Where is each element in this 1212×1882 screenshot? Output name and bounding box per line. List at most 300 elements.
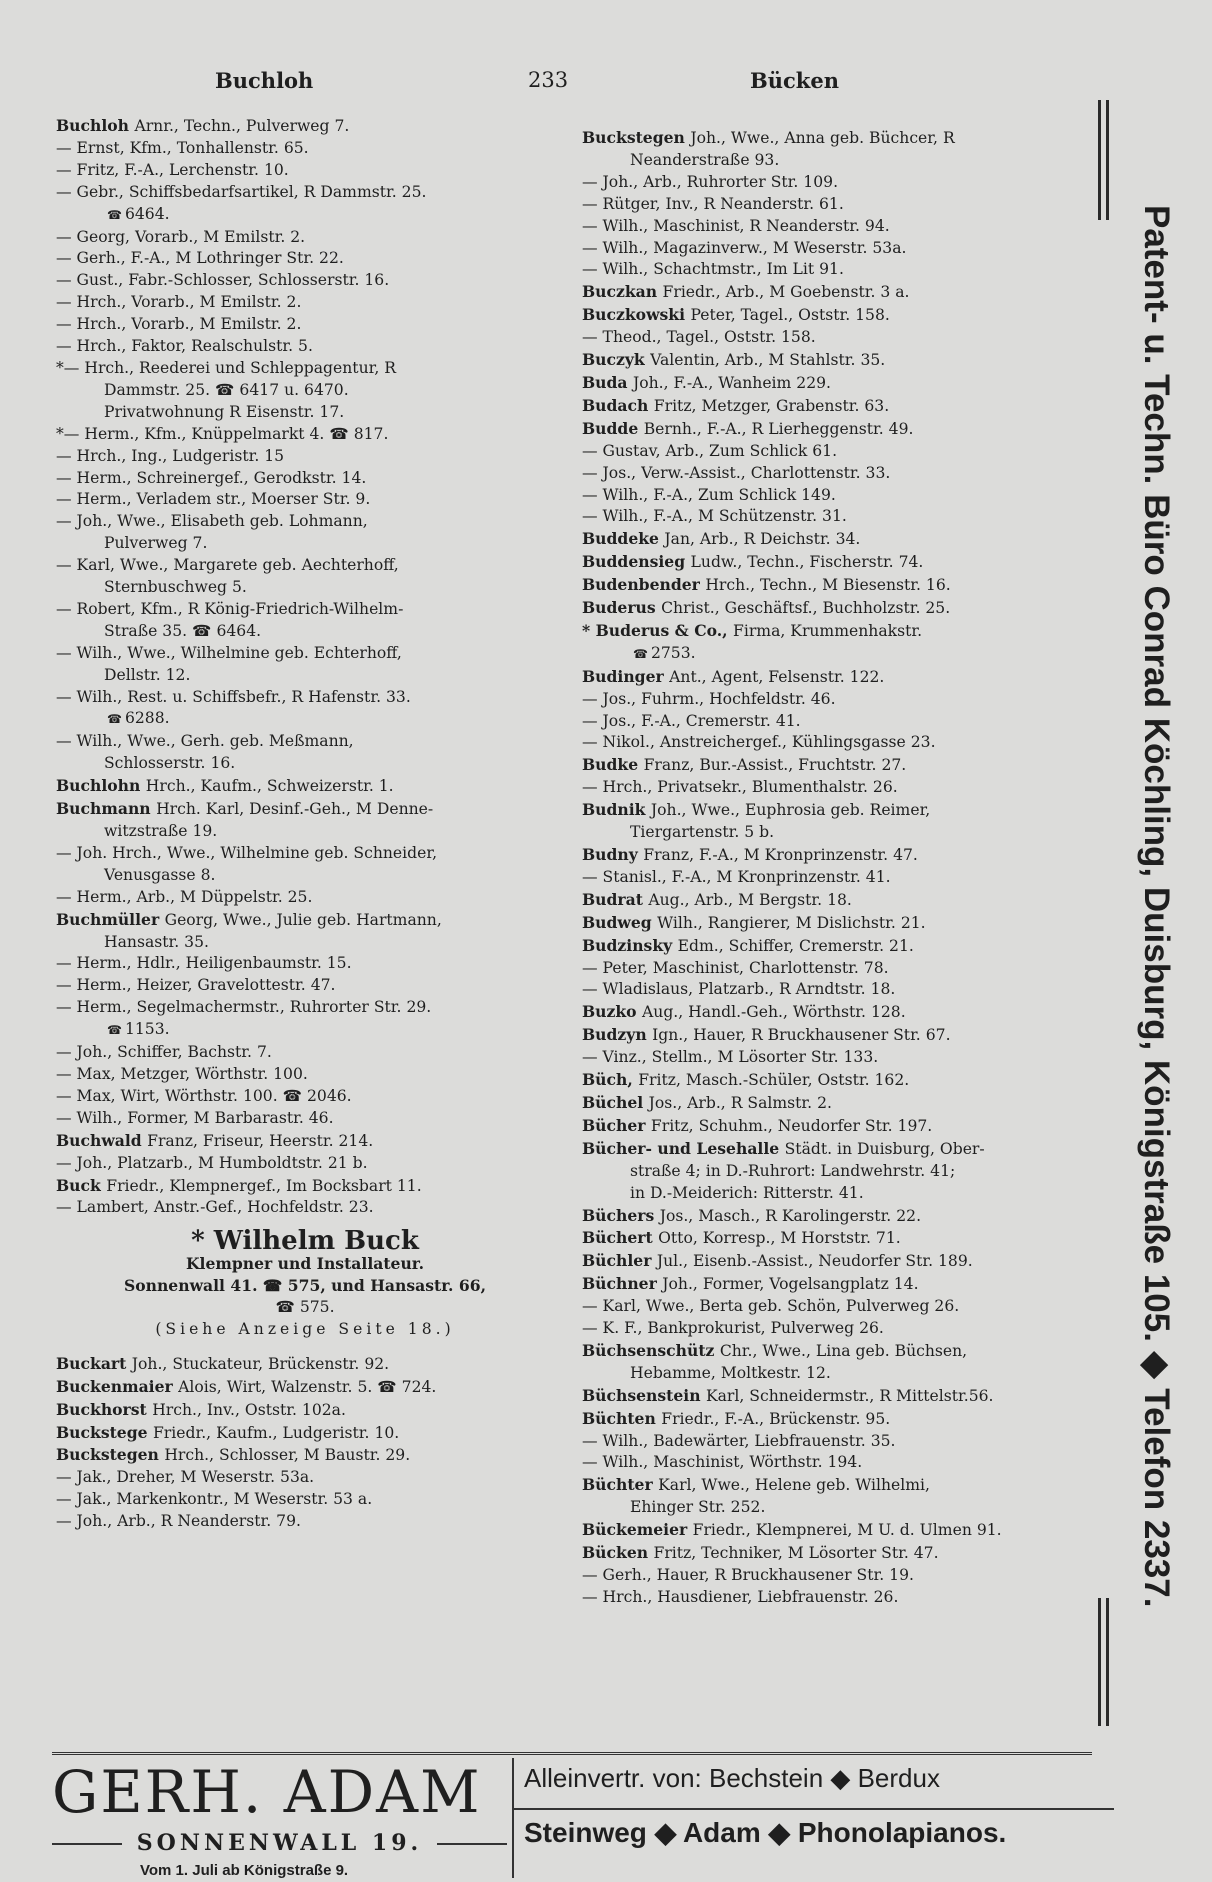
entry-surname: Büchsenschütz	[582, 1340, 720, 1360]
entry-surname: Buckstege	[56, 1422, 153, 1442]
directory-entry	[582, 1385, 1074, 1408]
entry-text: — Georg, Vorarb., M Emilstr. 2.	[56, 227, 306, 246]
directory-entry	[582, 799, 1074, 822]
entry-text: Arnr., Techn., Pulverweg 7.	[134, 117, 350, 135]
directory-entry	[582, 666, 1074, 689]
directory-entry	[582, 327, 1074, 349]
entry-surname: Buczkowski	[582, 305, 691, 325]
entry-surname: Budde	[582, 418, 644, 438]
entry-text: — Jos., Verw.-Assist., Charlottenstr. 33.	[582, 463, 891, 482]
entry-text: Hebamme, Moltkestr. 12.	[630, 1363, 831, 1382]
directory-entry	[56, 1086, 554, 1108]
directory-entry	[582, 822, 1074, 844]
entry-text: Friedr., Kaufm., Ludgeristr. 10.	[152, 1423, 400, 1442]
bottom-ad	[52, 1758, 1092, 1878]
entry-surname: Buckenmaier	[56, 1376, 179, 1396]
entry-surname: * Buderus & Co.,	[582, 620, 734, 640]
directory-entry	[582, 1452, 1074, 1474]
directory-entry	[582, 1340, 1074, 1363]
entry-text: — Wilh., Wwe., Gerh. geb. Meßmann,	[56, 732, 354, 751]
directory-entry	[582, 1587, 1074, 1609]
directory-entry	[582, 1474, 1074, 1497]
directory-entry	[582, 506, 1074, 528]
entry-text: — Joh., Arb., Ruhrorter Str. 109.	[582, 172, 839, 191]
directory-entry	[582, 620, 1074, 643]
directory-entry	[56, 424, 554, 446]
entry-text: Städt. in Duisburg, Ober-	[784, 1139, 985, 1158]
directory-entry	[56, 577, 554, 599]
directory-entry	[56, 753, 554, 775]
entry-text: Edm., Schiffer, Cremerstr. 21.	[677, 936, 914, 955]
entry-text: — Wilh., Badewärter, Liebfrauenstr. 35.	[582, 1431, 896, 1450]
directory-entry	[56, 1353, 554, 1376]
entry-text: Hrch., Schlosser, M Baustr. 29.	[164, 1446, 411, 1465]
entry-surname: Buchloh	[56, 116, 135, 135]
directory-entry	[56, 204, 554, 227]
directory-entry	[56, 1064, 554, 1086]
entry-text: Jan, Arb., R Deichstr. 34.	[664, 530, 861, 549]
side-banner	[1116, 205, 1176, 1608]
entry-text: — Gebr., Schiffsbedarfsartikel, R Dammstr. 25.	[56, 182, 427, 201]
directory-entry	[582, 732, 1074, 754]
directory-entry	[582, 1431, 1074, 1453]
entry-text: Bernh., F.-A., R Lierheggenstr. 49.	[643, 419, 914, 438]
header-left: Buchloh	[215, 68, 314, 93]
directory-entry	[56, 1489, 554, 1511]
directory-entry	[582, 643, 1074, 666]
directory-entry	[56, 1399, 554, 1422]
entry-surname: Budenbender	[582, 575, 706, 595]
ad-divider	[52, 1752, 1092, 1755]
entry-text: — Joh. Hrch., Wwe., Wilhelmine geb. Schneider,	[56, 843, 438, 862]
entry-text: Ant., Agent, Felsenstr. 122.	[669, 667, 885, 686]
entry-text: in D.-Meiderich: Ritterstr. 41.	[630, 1183, 864, 1202]
entry-surname: Buchlohn	[56, 776, 146, 796]
entry-text: — Hrch., Vorarb., M Emilstr. 2.	[56, 315, 302, 334]
directory-entry	[582, 1115, 1074, 1138]
directory-entry	[56, 160, 554, 182]
directory-entry	[582, 1408, 1074, 1431]
entry-text: — Wilh., Former, M Barbarastr. 46.	[56, 1108, 334, 1127]
directory-entry	[56, 599, 554, 621]
entry-surname: Büchner	[582, 1274, 663, 1294]
directory-entry	[582, 867, 1074, 889]
entry-surname: Buchmann	[56, 799, 157, 819]
entry-text: 1153.	[124, 1020, 170, 1039]
directory-entry	[582, 150, 1074, 172]
entry-text: Chr., Wwe., Lina geb. Büchsen,	[719, 1341, 968, 1360]
entry-surname: Budach	[582, 395, 654, 415]
directory-entry	[56, 1130, 554, 1153]
directory-entry	[56, 865, 554, 887]
side-banner-text: Patent- u. Techn. Büro Conrad Köchling, Duisburg, Königstraße 105. ◆ Telefon 2337.	[1137, 205, 1176, 1608]
directory-entry	[56, 182, 554, 204]
entry-text: Joh., Wwe., Euphrosia geb. Reimer,	[650, 801, 931, 820]
entry-text: — Jak., Markenkontr., M Weserstr. 53 a.	[56, 1490, 373, 1509]
directory-entry	[56, 1042, 554, 1064]
directory-entry	[56, 975, 554, 997]
entry-text: Privatwohnung R Eisenstr. 17.	[104, 402, 345, 421]
entry-surname: Budzyn	[582, 1025, 653, 1045]
entry-text: Joh., Wwe., Anna geb. Büchcer, R	[690, 129, 955, 147]
directory-entry	[582, 777, 1074, 799]
entry-text: Straße 35. ☎ 6464.	[104, 621, 262, 640]
entry-text: Pulverweg 7.	[104, 534, 208, 553]
entry-text: Venusgasse 8.	[104, 865, 216, 884]
entry-text: witzstraße 19.	[104, 822, 218, 840]
entry-text: — Wilh., Maschinist, R Neanderstr. 94.	[582, 216, 890, 235]
entry-text: — Hrch., Ing., Ludgeristr. 15	[56, 446, 285, 465]
entry-surname: Büch,	[582, 1070, 639, 1090]
directory-entry	[582, 1296, 1074, 1318]
entry-text: — Herm., Verladem str., Moerser Str. 9.	[56, 490, 371, 509]
directory-entry	[56, 138, 554, 160]
side-rule-top-2	[1106, 100, 1109, 220]
buck-ad-line3: ☎ 575.	[275, 1298, 335, 1317]
entry-text: Alois, Wirt, Walzenstr. 5. ☎ 724.	[178, 1377, 437, 1396]
directory-entry	[56, 314, 554, 336]
entry-text: Ign., Hauer, R Bruckhausener Str. 67.	[652, 1026, 951, 1045]
entry-text: Fritz, Masch.-Schüler, Oststr. 162.	[638, 1071, 910, 1090]
buck-ad-line2: Sonnenwall 41. ☎ 575, und Hansastr. 66,	[123, 1276, 487, 1296]
entry-surname: Bücher- und Lesehalle	[582, 1138, 785, 1158]
entry-text: — Wilh., Rest. u. Schiffsbefr., R Hafenstr. 33.	[56, 687, 411, 706]
entry-text: — Robert, Kfm., R König-Friedrich-Wilhelm-	[56, 599, 404, 618]
entry-text: Tiergartenstr. 5 b.	[630, 823, 775, 842]
entry-surname: Büchter	[582, 1475, 659, 1495]
buck-ad-line4: (Siehe Anzeige Seite 18.)	[155, 1319, 455, 1338]
entry-text: Aug., Arb., M Bergstr. 18.	[648, 890, 852, 909]
directory-entry	[582, 1273, 1074, 1296]
directory-entry	[56, 489, 554, 511]
entry-text: — Wilh., F.-A., Zum Schlick 149.	[582, 485, 836, 504]
entry-surname: Buddeke	[582, 529, 665, 549]
entry-text: Sternbuschweg 5.	[104, 578, 247, 597]
entry-text: — Gerh., Hauer, R Bruckhausener Str. 19.	[582, 1566, 914, 1584]
entry-text: — Gust., Fabr.-Schlosser, Schlosserstr. 16.	[56, 271, 390, 290]
entry-text: Schlosserstr. 16.	[104, 754, 236, 773]
directory-entry	[582, 1001, 1074, 1024]
entry-text: Otto, Korresp., M Horststr. 71.	[658, 1229, 901, 1248]
directory-entry	[56, 402, 554, 424]
entry-surname: Budke	[582, 755, 644, 775]
left-column	[56, 115, 554, 1533]
entry-text: Franz, Bur.-Assist., Fruchtstr. 27.	[643, 756, 907, 775]
entry-text: — Lambert, Anstr.-Gef., Hochfeldstr. 23.	[56, 1198, 374, 1217]
directory-entry	[56, 115, 554, 138]
directory-entry	[56, 1175, 554, 1198]
entry-text: Aug., Handl.-Geh., Wörthstr. 128.	[642, 1003, 906, 1022]
entry-text: — Karl, Wwe., Berta geb. Schön, Pulverweg 26.	[582, 1297, 960, 1316]
directory-entry	[56, 380, 554, 402]
directory-entry	[582, 194, 1074, 216]
directory-entry	[582, 935, 1074, 958]
entry-text: Joh., Stuckateur, Brückenstr. 92.	[131, 1354, 390, 1373]
entry-text: Friedr., Arb., M Goebenstr. 3 a.	[662, 283, 910, 302]
directory-entry	[56, 909, 554, 932]
directory-entry	[582, 441, 1074, 463]
entry-text: Friedr., F.-A., Brückenstr. 95.	[661, 1409, 891, 1428]
entry-text: Karl, Wwe., Helene geb. Wilhelmi,	[658, 1476, 930, 1495]
entry-surname: Büchten	[582, 1408, 662, 1428]
entry-text: — Hrch., Faktor, Realschulstr. 5.	[56, 337, 313, 356]
entry-text: Hrch., Techn., M Biesenstr. 16.	[705, 576, 951, 595]
directory-entry	[582, 1069, 1074, 1092]
entry-text: *— Herm., Kfm., Knüppelmarkt 4. ☎ 817.	[56, 424, 389, 443]
entry-surname: Bückemeier	[582, 1520, 693, 1540]
directory-entry	[582, 711, 1074, 733]
directory-entry	[582, 912, 1074, 935]
directory-entry	[56, 731, 554, 753]
directory-entry	[582, 485, 1074, 507]
entry-surname: Budnik	[582, 800, 651, 820]
directory-entry	[582, 172, 1074, 194]
spacer	[56, 1341, 554, 1353]
telephone-icon: ☎	[107, 1023, 122, 1038]
entry-text: — Rütger, Inv., R Neanderstr. 61.	[582, 194, 844, 213]
entry-text: — Herm., Heizer, Gravelottestr. 47.	[56, 976, 336, 995]
entry-text: Fritz, Metzger, Grabenstr. 63.	[653, 396, 890, 415]
entry-text: 2753.	[650, 643, 696, 662]
directory-entry	[582, 1205, 1074, 1228]
entry-text: — Fritz, F.-A., Lerchenstr. 10.	[56, 160, 289, 179]
directory-entry	[56, 468, 554, 490]
directory-entry	[582, 349, 1074, 372]
entry-surname: Buchwald	[56, 1130, 148, 1150]
directory-entry	[56, 708, 554, 731]
directory-entry	[56, 270, 554, 292]
entry-surname: Bücher	[582, 1115, 651, 1135]
directory-entry	[582, 958, 1074, 980]
entry-surname: Buddensieg	[582, 552, 691, 572]
entry-text: — Ernst, Kfm., Tonhallenstr. 65.	[56, 138, 309, 157]
directory-entry	[582, 1161, 1074, 1183]
directory-entry	[56, 1444, 554, 1467]
entry-text: — Jak., Dreher, M Weserstr. 53a.	[56, 1468, 315, 1487]
entry-text: Christ., Geschäftsf., Buchholzstr. 25.	[661, 599, 951, 618]
entry-surname: Budinger	[582, 666, 670, 686]
ad-company-name: GERH. ADAM	[52, 1758, 482, 1826]
directory-entry	[582, 1183, 1074, 1205]
entry-text: Jos., Masch., R Karolingerstr. 22.	[659, 1206, 922, 1225]
ad-right-divider	[514, 1808, 1114, 1810]
directory-entry	[582, 418, 1074, 441]
entry-surname: Budzinsky	[582, 935, 678, 955]
entry-text: — Max, Wirt, Wörthstr. 100. ☎ 2046.	[56, 1086, 352, 1105]
entry-text: — Max, Metzger, Wörthstr. 100.	[56, 1064, 308, 1083]
entry-surname: Buczyk	[582, 350, 651, 370]
entry-text: Hrch., Inv., Oststr. 102a.	[152, 1400, 346, 1419]
directory-entry	[582, 528, 1074, 551]
directory-entry	[56, 643, 554, 665]
entry-text: Valentin, Arb., M Stahlstr. 35.	[650, 351, 886, 370]
entry-text: Franz, Friseur, Heerstr. 214.	[147, 1131, 374, 1150]
entry-surname: Büchler	[582, 1251, 657, 1271]
directory-entry	[582, 304, 1074, 327]
telephone-icon: ☎	[107, 207, 122, 222]
directory-entry	[56, 798, 554, 821]
directory-entry	[56, 887, 554, 909]
directory-entry	[56, 997, 554, 1019]
directory-entry	[56, 1153, 554, 1175]
entry-surname: Büchel	[582, 1092, 649, 1112]
entry-text: — Herm., Segelmachermstr., Ruhrorter Str. 29.	[56, 998, 432, 1017]
directory-entry	[582, 1542, 1074, 1565]
directory-entry	[56, 1511, 554, 1533]
directory-entry	[582, 574, 1074, 597]
entry-text: — Peter, Maschinist, Charlottenstr. 78.	[582, 958, 889, 977]
entry-text: — Joh., Arb., R Neanderstr. 79.	[56, 1512, 301, 1531]
directory-entry	[582, 1227, 1074, 1250]
entry-text: Hrch. Karl, Desinf.-Geh., M Denne-	[156, 800, 434, 819]
entry-text: — Wilh., Maschinist, Wörthstr. 194.	[582, 1453, 863, 1472]
directory-entry	[582, 1497, 1074, 1519]
directory-entry	[56, 1376, 554, 1399]
directory-entry	[582, 259, 1074, 281]
entry-text: — Hrch., Privatsekr., Blumenthalstr. 26.	[582, 778, 898, 797]
entry-text: — Jos., Fuhrm., Hochfeldstr. 46.	[582, 689, 836, 708]
entry-text: — Joh., Schiffer, Bachstr. 7.	[56, 1043, 272, 1062]
entry-text: Joh., Former, Vogelsangplatz 14.	[662, 1275, 919, 1294]
directory-entry	[56, 511, 554, 533]
directory-entry	[582, 1363, 1074, 1385]
directory-entry	[582, 1092, 1074, 1115]
directory-entry	[582, 979, 1074, 1001]
buck-ad-title: * Wilhelm Buck	[191, 1226, 419, 1257]
directory-entry	[56, 843, 554, 865]
directory-entry	[582, 597, 1074, 620]
entry-surname: Budrat	[582, 889, 649, 909]
directory-entry	[56, 1422, 554, 1445]
directory-entry	[56, 1108, 554, 1130]
entry-surname: Büchert	[582, 1228, 659, 1248]
directory-entry	[56, 227, 554, 249]
entry-text: — Hrch., Hausdiener, Liebfrauenstr. 26.	[582, 1587, 899, 1606]
entry-text: — Wilh., F.-A., M Schützenstr. 31.	[582, 507, 847, 526]
entry-surname: Buckart	[56, 1353, 132, 1373]
entry-surname: Buck	[56, 1175, 107, 1195]
side-rule-top	[1098, 100, 1101, 220]
entry-text: — Stanisl., F.-A., M Kronprinzenstr. 41.	[582, 867, 891, 886]
directory-entry	[582, 463, 1074, 485]
directory-entry	[582, 754, 1074, 777]
entry-text: — Herm., Schreinergef., Gerodkstr. 14.	[56, 468, 367, 487]
directory-entry	[582, 216, 1074, 238]
directory-entry	[56, 1197, 554, 1219]
ad-right-box	[512, 1758, 1114, 1878]
directory-entry	[56, 248, 554, 270]
entry-surname: Buderus	[582, 598, 662, 618]
entry-text: Hrch., Kaufm., Schweizerstr. 1.	[145, 777, 394, 796]
entry-surname: Buchmüller	[56, 909, 165, 929]
entry-text: — Gerh., F.-A., M Lothringer Str. 22.	[56, 249, 344, 268]
entry-surname: Budny	[582, 845, 644, 864]
directory-entry	[56, 621, 554, 643]
entry-surname: Bücken	[582, 1543, 654, 1563]
entry-text: — Theod., Tagel., Oststr. 158.	[582, 328, 816, 347]
entry-text: Friedr., Klempnergef., Im Bocksbart 11.	[106, 1176, 422, 1195]
directory-entry	[56, 687, 554, 709]
entry-text: Dellstr. 12.	[104, 665, 191, 684]
directory-entry	[582, 1024, 1074, 1047]
entry-surname: Büchsenstein	[582, 1385, 706, 1405]
directory-entry	[582, 238, 1074, 260]
directory-entry	[582, 889, 1074, 912]
entry-text: Jos., Arb., R Salmstr. 2.	[648, 1093, 832, 1112]
entry-surname: Buczkan	[582, 282, 663, 302]
entry-text: Neanderstraße 93.	[630, 150, 780, 169]
entry-text: — Karl, Wwe., Margarete geb. Aechterhoff,	[56, 556, 399, 575]
directory-entry	[56, 555, 554, 577]
ad-right-line2: Steinweg ◆ Adam ◆ Phonolapianos.	[524, 1817, 1007, 1848]
directory-entry	[582, 372, 1074, 395]
entry-text: Ehinger Str. 252.	[630, 1498, 766, 1517]
entry-text: Franz, F.-A., M Kronprinzenstr. 47.	[643, 846, 918, 864]
entry-text: Wilh., Rangierer, M Dislichstr. 21.	[657, 913, 926, 932]
directory-entry	[56, 292, 554, 314]
entry-text: — Nikol., Anstreichergef., Kühlingsgasse 23.	[582, 733, 936, 752]
buck-ad-line1: Klempner und Installateur.	[185, 1254, 425, 1274]
ad-address: SONNENWALL 19.	[52, 1830, 507, 1856]
directory-entry	[56, 336, 554, 358]
telephone-icon: ☎	[107, 712, 122, 727]
entry-text: — K. F., Bankprokurist, Pulverweg 26.	[582, 1319, 884, 1338]
entry-text: — Vinz., Stellm., M Lösorter Str. 133.	[582, 1048, 879, 1067]
ad-note: Vom 1. Juli ab Königstraße 9.	[140, 1862, 349, 1879]
directory-entry	[582, 395, 1074, 418]
directory-entry	[582, 281, 1074, 304]
entry-text: Fritz, Schuhm., Neudorfer Str. 197.	[650, 1116, 933, 1135]
entry-text: Georg, Wwe., Julie geb. Hartmann,	[164, 910, 442, 929]
entry-text: — Joh., Wwe., Elisabeth geb. Lohmann,	[56, 512, 368, 531]
entry-text: Dammstr. 25. ☎ 6417 u. 6470.	[104, 380, 349, 399]
telephone-icon: ☎	[633, 646, 648, 661]
page-number: 233	[528, 68, 569, 92]
directory-entry	[56, 821, 554, 843]
directory-entry	[582, 1250, 1074, 1273]
entry-text: — Herm., Hdlr., Heiligenbaumstr. 15.	[56, 954, 352, 973]
entry-text: — Jos., F.-A., Cremerstr. 41.	[582, 711, 801, 730]
directory-entry	[582, 1565, 1074, 1587]
entry-surname: Buzko	[582, 1002, 643, 1022]
entry-text: Jul., Eisenb.-Assist., Neudorfer Str. 189.	[656, 1252, 973, 1271]
entry-surname: Buckhorst	[56, 1399, 153, 1419]
side-rule-bottom-2	[1106, 1598, 1109, 1726]
directory-entry	[582, 1138, 1074, 1161]
directory-entry	[56, 446, 554, 468]
entry-text: Karl, Schneidermstr., R Mittelstr.56.	[705, 1386, 994, 1405]
entry-text: *— Hrch., Reederei und Schleppagentur, R	[56, 358, 397, 377]
entry-text: — Herm., Arb., M Düppelstr. 25.	[56, 887, 313, 906]
entry-surname: Buda	[582, 372, 633, 392]
entry-text: Firma, Krummenhakstr.	[733, 621, 923, 640]
directory-entry	[582, 1519, 1074, 1542]
directory-entry	[582, 551, 1074, 574]
entry-surname: Buckstegen	[56, 1445, 165, 1465]
entry-text: Hansastr. 35.	[104, 932, 209, 951]
directory-entry	[582, 844, 1074, 867]
entry-surname: Buckstegen	[582, 128, 691, 147]
entry-text: — Joh., Platzarb., M Humboldtstr. 21 b.	[56, 1153, 368, 1172]
entry-text: Ludw., Techn., Fischerstr. 74.	[690, 553, 924, 572]
directory-entry	[56, 953, 554, 975]
directory-entry	[56, 1467, 554, 1489]
right-column	[582, 127, 1074, 1609]
entry-text: straße 4; in D.-Ruhrort: Landwehrstr. 41;	[630, 1161, 956, 1180]
directory-entry	[56, 358, 554, 380]
directory-entry	[582, 689, 1074, 711]
entry-surname: Büchers	[582, 1205, 660, 1225]
